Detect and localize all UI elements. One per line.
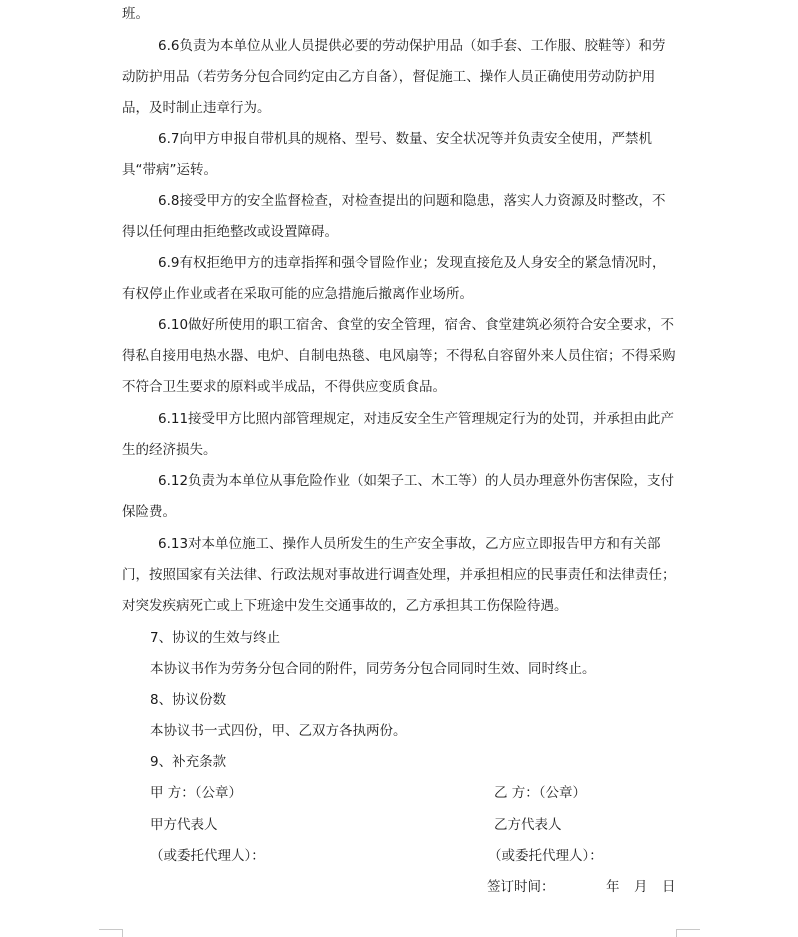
crop-mark-bottom-left-h (99, 929, 123, 930)
clause-6-13: 6.13对本单位施工、操作人员所发生的生产安全事故，乙方应立即报告甲方和有关部门，按照国家有关法律、行政法规对事故进行调查处理，并承担相应的民事责任和法律责任；对突发疾病死亡或上下班途中发生交通事故的，乙方承担其工伤保险待遇。 (122, 536, 676, 614)
crop-mark-bottom-right-v (676, 929, 677, 937)
party-a-seal: 甲 方：（公章） (150, 785, 243, 801)
sign-date-month: 月 (634, 879, 648, 895)
sign-date-label: 签订时间： (487, 879, 555, 895)
crop-mark-bottom-right-h (676, 929, 700, 930)
clause-6-8: 6.8接受甲方的安全监督检查，对检查提出的问题和隐患，落实人力资源及时整改，不得以任何理由拒绝整改或设置障碍。 (122, 193, 666, 240)
party-b-representative: 乙方代表人 (494, 817, 562, 833)
sign-date-day: 日 (662, 879, 676, 895)
party-b-agent: （或委托代理人）： (488, 848, 603, 864)
section-8-heading: 8、协议份数 (150, 692, 227, 708)
party-a-agent: （或委托代理人）： (150, 848, 265, 864)
section-7-body: 本协议书作为劳务分包合同的附件，同劳务分包合同同时生效、同时终止。 (150, 661, 596, 677)
crop-mark-bottom-left-v (122, 929, 123, 937)
section-8-body: 本协议书一式四份，甲、乙双方各执两份。 (150, 723, 407, 739)
clause-6-10: 6.10做好所使用的职工宿舍、食堂的安全管理，宿舍、食堂建筑必须符合安全要求，不得私自接用电热水器、电炉、自制电热毯、电风扇等；不得私自容留外来人员住宿；不得采购不符合卫生要求的原料或半成品，不得供应变质食品。 (122, 317, 676, 395)
sign-date-year: 年 (606, 879, 620, 895)
clause-6-11: 6.11接受甲方比照内部管理规定，对违反安全生产管理规定行为的处罚，并承担由此产生的经济损失。 (122, 411, 675, 458)
section-7-heading: 7、协议的生效与终止 (150, 630, 281, 646)
party-b-seal: 乙 方：（公章） (494, 785, 587, 801)
section-9-heading: 9、补充条款 (150, 754, 227, 770)
clause-6-7: 6.7向甲方申报自带机具的规格、型号、数量、安全状况等并负责安全使用，严禁机具“带病”运转。 (122, 131, 652, 178)
party-a-representative: 甲方代表人 (150, 817, 218, 833)
clause-6-6: 6.6负责为本单位从业人员提供必要的劳动保护用品（如手套、工作服、胶鞋等）和劳动防护用品（若劳务分包合同约定由乙方自备），督促施工、操作人员正确使用劳动防护用品，及时制止违章行为。 (122, 38, 666, 116)
clause-6-9: 6.9有权拒绝甲方的违章指挥和强令冒险作业；发现直接危及人身安全的紧急情况时，有权停止作业或者在采取可能的应急措施后撤离作业场所。 (122, 255, 666, 302)
clause-6-12: 6.12负责为本单位从事危险作业（如架子工、木工等）的人员办理意外伤害保险，支付保险费。 (122, 473, 675, 520)
top-fragment: 班。 (122, 6, 149, 22)
